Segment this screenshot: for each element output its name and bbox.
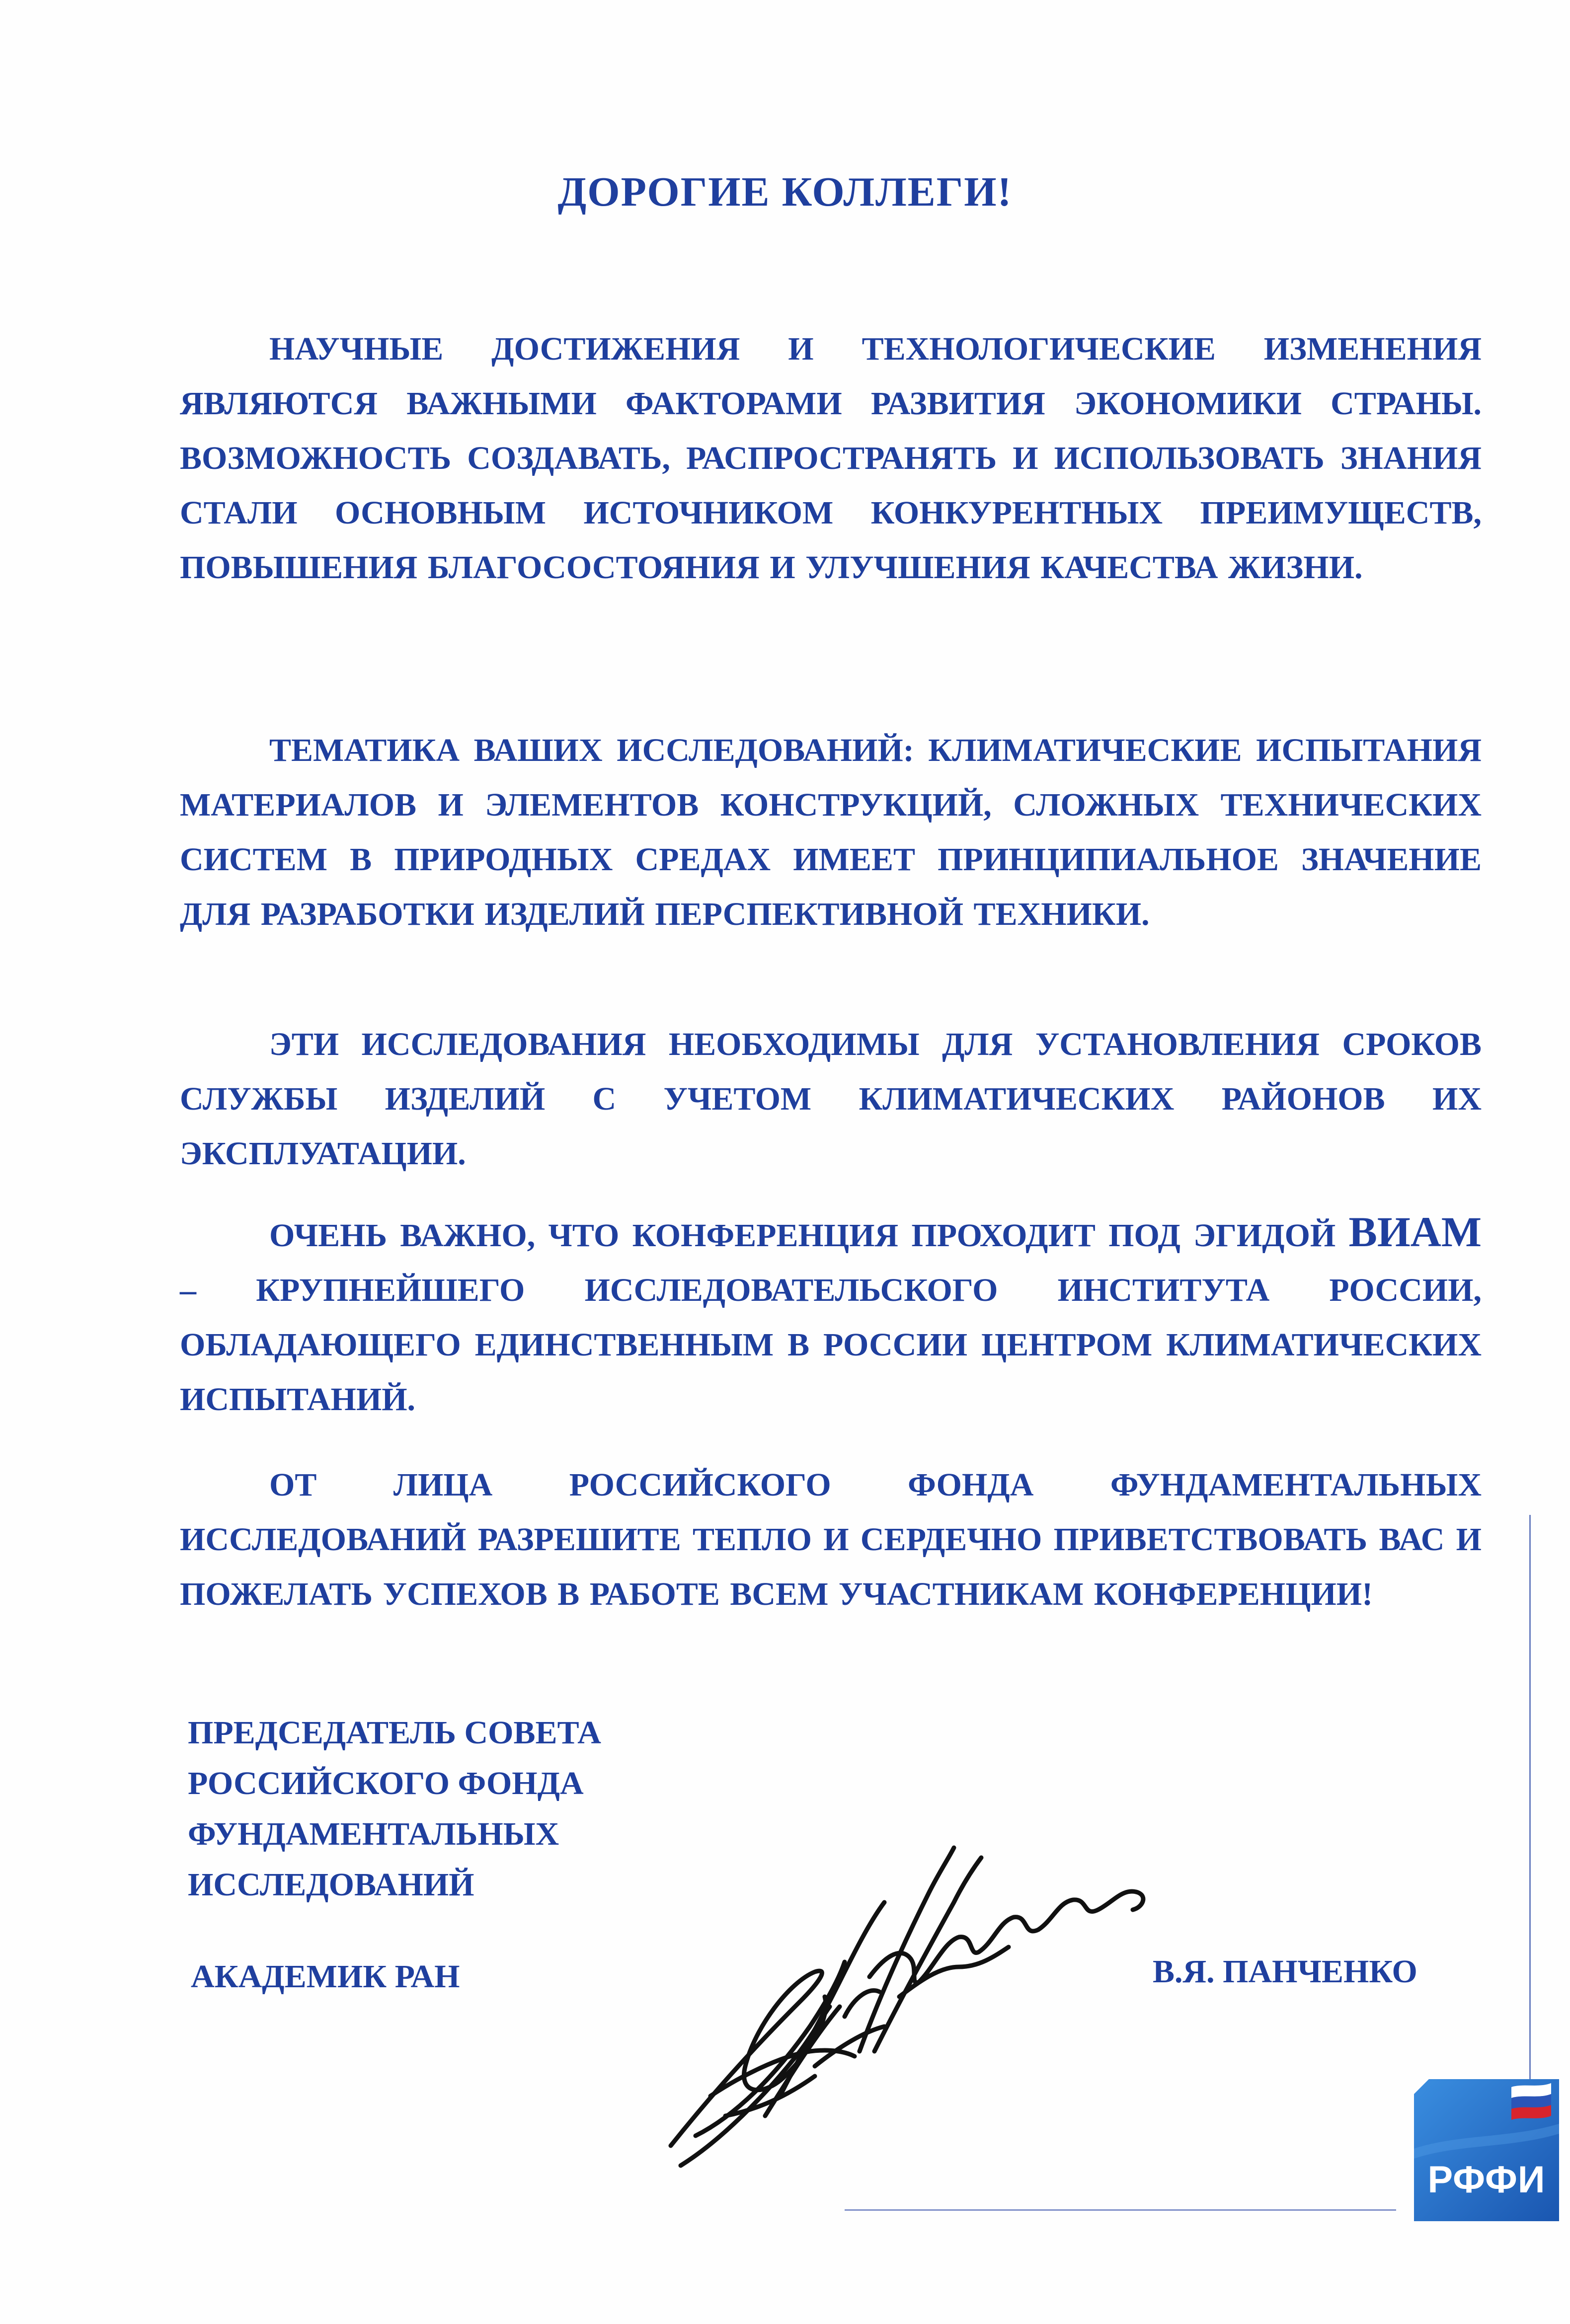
signatory-rank: АКАДЕМИК РАН [191,1958,460,1995]
signature-icon [651,1818,1158,2175]
paragraph-5 [180,1458,1482,1622]
paragraph-4-text-end: – КРУПНЕЙШЕГО ИССЛЕДОВАТЕЛЬСКОГО ИНСТИТУТА РОССИИ, ОБЛАДАЮЩЕГО ЕДИНСТВЕННЫМ В РОССИИ ЦЕНТРОМ КЛИМАТИЧЕСКИХ ИСПЫТАНИЙ. [180,1272,1482,1418]
signatory-name: В.Я. ПАНЧЕНКО [1153,1953,1417,1990]
paragraph-1 [180,322,1482,595]
paragraph-4 [180,1204,1482,1427]
rffi-logo-icon [1414,2074,1559,2221]
paragraph-1-text: НАУЧНЫЕ ДОСТИЖЕНИЯ И ТЕХНОЛОГИЧЕСКИЕ ИЗМЕНЕНИЯ ЯВЛЯЮТСЯ ВАЖНЫМИ ФАКТОРАМИ РАЗВИТИЯ ЭКОНОМИКИ СТРАНЫ. ВОЗМОЖНОСТЬ СОЗДАВАТЬ, РАСПРОСТРАНЯТЬ И ИСПОЛЬЗОВАТЬ ЗНАНИЯ СТАЛИ ОСНОВНЫМ ИСТОЧНИКОМ КОНКУРЕНТНЫХ ПРЕИМУЩЕСТВ, ПОВЫШЕНИЯ БЛАГОСОСТОЯНИЯ И УЛУЧШЕНИЯ КАЧЕСТВА ЖИЗНИ. [180,331,1482,586]
paragraph-2-text: ТЕМАТИКА ВАШИХ ИССЛЕДОВАНИЙ: КЛИМАТИЧЕСКИЕ ИСПЫТАНИЯ МАТЕРИАЛОВ И ЭЛЕМЕНТОВ КОНСТРУКЦИЙ, СЛОЖНЫХ ТЕХНИЧЕСКИХ СИСТЕМ В ПРИРОДНЫХ СРЕДАХ ИМЕЕТ ПРИНЦИПИАЛЬНОЕ ЗНАЧЕНИЕ ДЛЯ РАЗРАБОТКИ ИЗДЕЛИЙ ПЕРСПЕКТИВНОЙ ТЕХНИКИ. [180,732,1482,932]
footer-rule [845,2209,1396,2211]
margin-rule-vertical [1529,1515,1531,2136]
paragraph-2 [180,723,1482,942]
paragraph-5-text: ОТ ЛИЦА РОССИЙСКОГО ФОНДА ФУНДАМЕНТАЛЬНЫХ ИССЛЕДОВАНИЙ РАЗРЕШИТЕ ТЕПЛО И СЕРДЕЧНО ПРИВЕТСТВОВАТЬ ВАС И ПОЖЕЛАТЬ УСПЕХОВ В РАБОТЕ ВСЕМ УЧАСТНИКАМ КОНФЕРЕНЦИИ! [180,1467,1482,1612]
paragraph-4-text-start: ОЧЕНЬ ВАЖНО, ЧТО КОНФЕРЕНЦИЯ ПРОХОДИТ ПОД ЭГИДОЙ [269,1217,1336,1254]
viam-name: ВИАМ [1348,1208,1482,1256]
letter-title: ДОРОГИЕ КОЛЛЕГИ! [557,169,1013,215]
paragraph-3-text: ЭТИ ИССЛЕДОВАНИЯ НЕОБХОДИМЫ ДЛЯ УСТАНОВЛЕНИЯ СРОКОВ СЛУЖБЫ ИЗДЕЛИЙ С УЧЕТОМ КЛИМАТИЧЕСКИХ РАЙОНОВ ИХ ЭКСПЛУАТАЦИИ. [180,1026,1482,1172]
position-line: РОССИЙСКОГО ФОНДА [188,1765,584,1801]
paragraph-3 [180,1017,1482,1181]
logo-label: РФФИ [1427,2159,1546,2201]
position-line: ФУНДАМЕНТАЛЬНЫХ [188,1816,559,1852]
position-line: ИССЛЕДОВАНИЙ [188,1867,474,1903]
position-line: ПРЕДСЕДАТЕЛЬ СОВЕТА [188,1715,601,1751]
